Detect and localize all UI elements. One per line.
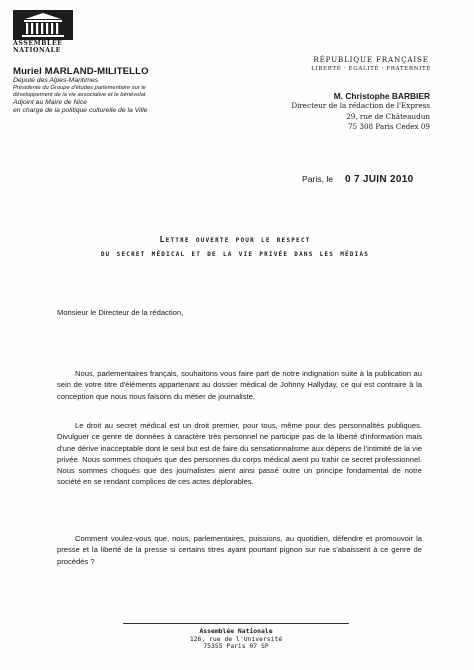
footer-line: 126, rue de l'Université: [189, 634, 283, 643]
recipient-name: M. Christophe BARBIER: [333, 91, 430, 101]
date-stamp: 0 7 JUIN 2010: [345, 174, 414, 185]
sender-line: Député des Alpes-Maritimes: [13, 77, 99, 84]
sender-line: développement de la vie associative et le bénévolat: [13, 92, 146, 99]
assemblee-building-icon: [13, 10, 73, 40]
recipient-line: 75 308 Paris Cedex 09: [347, 121, 430, 131]
salutation: Monsieur le Directeur de la rédaction,: [57, 308, 184, 317]
logo-text-assemblee: ASSEMBLÉE: [13, 40, 63, 47]
assemblee-nationale-logo: [13, 10, 75, 54]
footer-line: 75355 Paris 07 SP: [203, 642, 269, 651]
letter-title-line2: du secret médical et de la vie privée dans les médias: [100, 248, 370, 258]
republic-motto: LIBERTÉ · ÉGALITÉ · FRATERNITÉ: [311, 66, 431, 72]
sender-line: Présidente du Groupe d'études parlementaire sur le: [13, 85, 146, 92]
paragraph-text: Nous, parlementaires français, souhaitons vous faire part de notre indignation suite à la publication au sein de votre titre d'éléments appartenant au dossier médical de Johnny Hallyday, ce qui est contraire à la conception que nous nous faisons du métier de journaliste.: [57, 369, 422, 401]
sender-block: [13, 66, 213, 116]
sender-name: Muriel MARLAND-MILITELLO: [13, 66, 149, 77]
paragraph-text: Comment voulez-vous que, nous, parlementaires, puissions, au quotidien, défendre et promouvoir la presse et la liberté de la presse si certains titres ayant pourtant pignon sur rue s'abaissent à ce genre de procédés ?: [57, 534, 422, 566]
sender-line: en charge de la politique culturelle de la Ville: [13, 107, 148, 115]
letter-paragraph: [57, 533, 422, 567]
paragraph-text: Le droit au secret médical est un droit premier, pour tous, même pour des personnalités publiques. Divulguer ce genre de données à caractère très personnel ne participe pas de la liberté d'information mais d'une dérive inacceptable dont le seul but est de faire du sensationnalisme aux dépens de l'intimité de la vie privée. Nous sommes choqués que des personnes du corps médical aient pu trahir ce secret professionnel. Nous sommes choqués que des journalistes aient ainsi passé outre un principe fondamental de notre société en se rendant complices de ces actes déplorables.: [57, 421, 422, 487]
date-place: Paris, le: [302, 174, 334, 184]
recipient-line: 29, rue de Châteaudun: [346, 111, 430, 121]
letter-title-line1: Lettre ouverte pour le respect: [159, 234, 311, 244]
recipient-block: [291, 91, 430, 132]
letter-paragraph: [57, 368, 422, 402]
republic-title: RÉPUBLIQUE FRANÇAISE: [313, 55, 429, 64]
footer-line: Assemblée Nationale: [199, 627, 273, 635]
recipient-line: Directeur de la rédaction de l'Express: [291, 101, 430, 111]
letter-paragraph: [57, 420, 422, 488]
letter-title: [55, 232, 415, 260]
sender-line: Adjoint au Maire de Nice: [13, 99, 88, 107]
footer-divider: [123, 623, 349, 624]
logo-text-nationale: NATIONALE: [13, 47, 61, 54]
republic-header: [311, 55, 431, 72]
footer-address: [123, 628, 349, 651]
date-line: [302, 174, 413, 185]
